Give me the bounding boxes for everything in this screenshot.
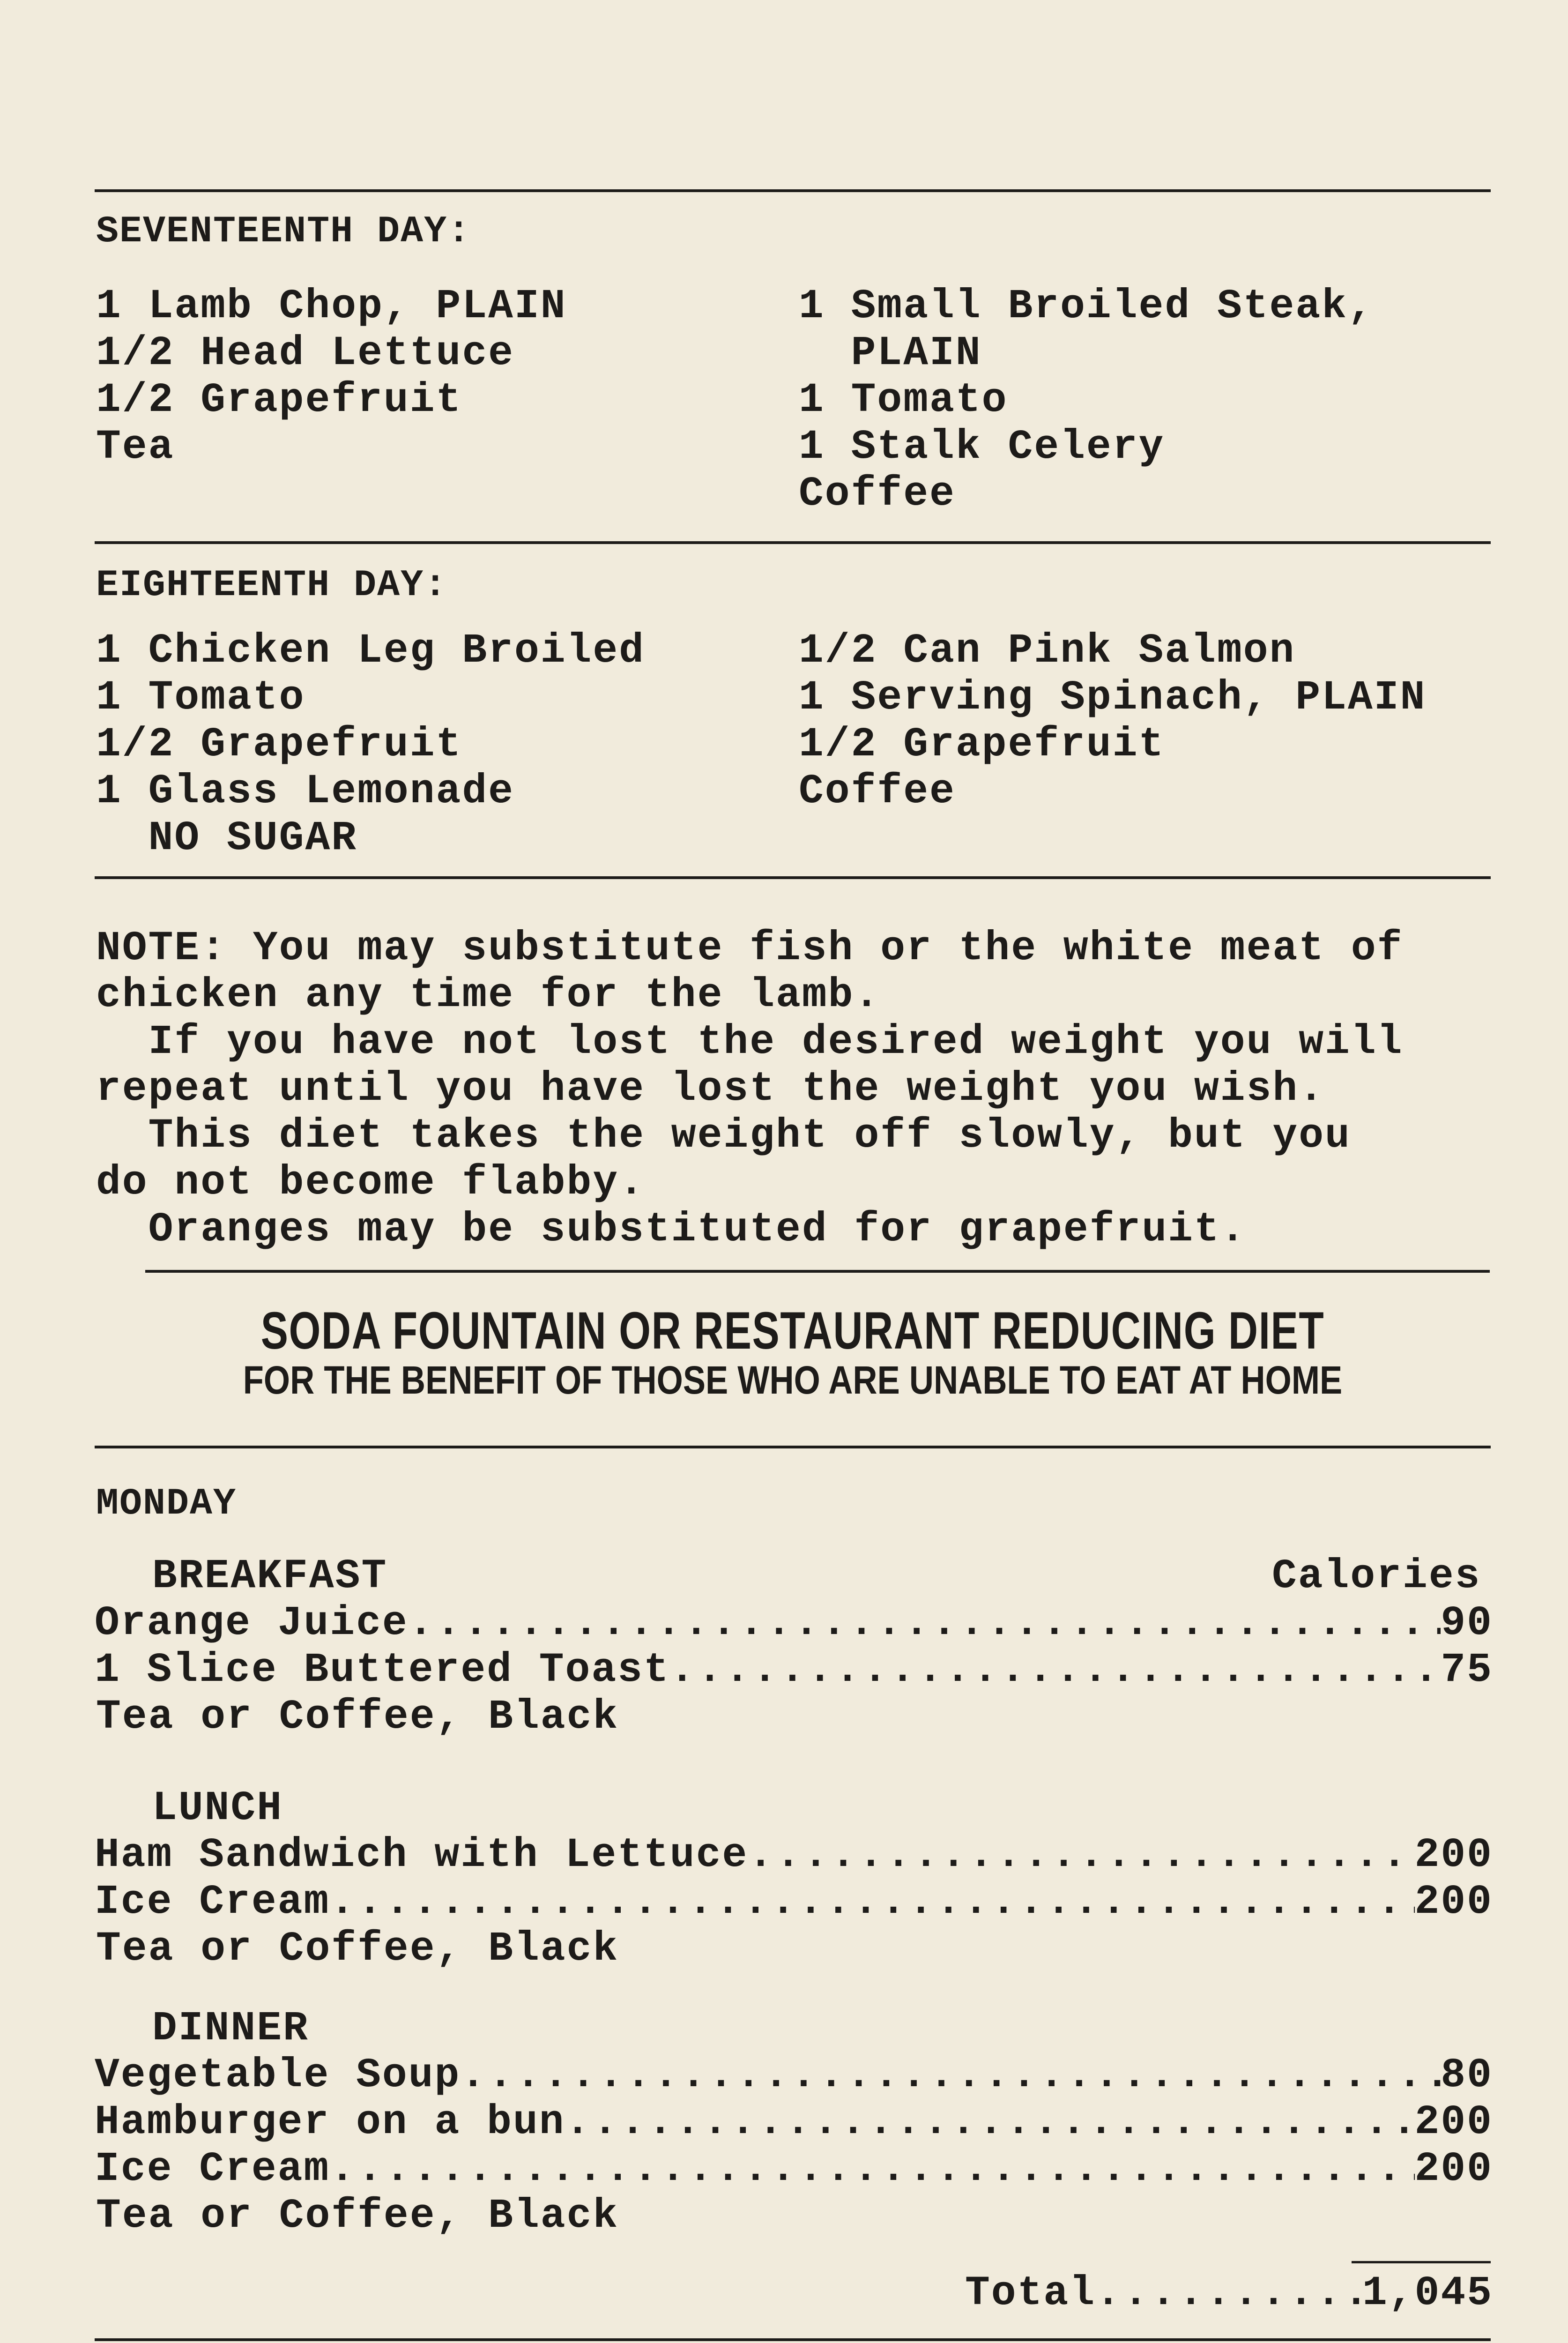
- meal-item-row: [95, 1879, 1493, 1926]
- divider: [95, 876, 1491, 879]
- meal-item-name: Vegetable Soup: [95, 2052, 461, 2099]
- total-label: Total: [965, 2270, 1096, 2317]
- meal-item-row: [95, 1832, 1493, 1879]
- day17-right-item: 1 Stalk Celery: [799, 424, 1165, 470]
- dot-leader: [1096, 2270, 1362, 2317]
- meal-item-row: [95, 2052, 1493, 2099]
- day17-left-item: 1/2 Head Lettuce: [96, 330, 514, 377]
- divider: [145, 1270, 1490, 1273]
- meal-item-name: Orange Juice: [95, 1600, 409, 1647]
- day17-left-item: 1/2 Grapefruit: [96, 377, 462, 424]
- breakfast-label: BREAKFAST: [152, 1553, 388, 1600]
- note-line: repeat until you have lost the weight you wish.: [96, 1066, 1325, 1112]
- divider: [95, 541, 1491, 544]
- beverage-line: Tea or Coffee, Black: [96, 1926, 619, 1972]
- meal-item-row: [95, 2099, 1493, 2146]
- day17-right-item: 1 Small Broiled Steak,: [799, 284, 1374, 330]
- divider: [95, 2338, 1491, 2341]
- divider: [95, 189, 1491, 192]
- dot-leader: [748, 1832, 1414, 1879]
- beverage-line: Tea or Coffee, Black: [96, 2193, 619, 2239]
- note-line: do not become flabby.: [96, 1160, 645, 1206]
- total-rule: [1352, 2261, 1491, 2263]
- beverage-line: Tea or Coffee, Black: [96, 1694, 619, 1740]
- calorie-value: 200: [1414, 1832, 1493, 1879]
- soda-fountain-title: SODA FOUNTAIN OR RESTAURANT REDUCING DIET: [260, 1301, 1325, 1360]
- soda-fountain-subtitle: FOR THE BENEFIT OF THOSE WHO ARE UNABLE TO EAT AT HOME: [243, 1358, 1343, 1402]
- dot-leader: [461, 2052, 1441, 2099]
- meal-item-name: Ham Sandwich with Lettuce: [95, 1832, 749, 1879]
- calorie-value: 200: [1414, 2146, 1493, 2193]
- calorie-value: 200: [1414, 1879, 1493, 1925]
- day18-left-item: 1 Chicken Leg Broiled: [96, 628, 645, 674]
- day17-left-item: Tea: [96, 424, 175, 470]
- meal-item-row: [95, 2146, 1493, 2193]
- day17-right-item: Coffee: [799, 471, 956, 517]
- seventeenth-day-heading: SEVENTEENTH DAY:: [96, 210, 471, 253]
- note-line: chicken any time for the lamb.: [96, 972, 881, 1019]
- day17-right-item: 1 Tomato: [799, 377, 1008, 424]
- meal-item-name: 1 Slice Buttered Toast: [95, 1647, 670, 1694]
- note-line: This diet takes the weight off slowly, but you: [96, 1113, 1351, 1159]
- eighteenth-day-heading: EIGHTEENTH DAY:: [96, 564, 448, 607]
- meal-item-name: Ice Cream: [95, 1879, 330, 1925]
- dot-leader: [670, 1647, 1441, 1694]
- day18-right-item: 1/2 Can Pink Salmon: [799, 628, 1296, 674]
- lunch-label: LUNCH: [152, 1785, 283, 1832]
- dot-leader: [409, 1600, 1441, 1647]
- day18-left-item: 1 Glass Lemonade: [96, 769, 514, 815]
- day18-right-item: 1 Serving Spinach, PLAIN: [799, 675, 1427, 721]
- total-value: 1,045: [1362, 2270, 1493, 2317]
- calories-header: Calories: [1272, 1553, 1481, 1600]
- meal-item-row: [95, 1600, 1493, 1647]
- day18-right-item: 1/2 Grapefruit: [799, 722, 1165, 768]
- monday-heading: MONDAY: [96, 1483, 237, 1525]
- calorie-value: 75: [1441, 1647, 1493, 1694]
- meal-item-name: Ice Cream: [95, 2146, 330, 2193]
- calorie-value: 90: [1441, 1600, 1493, 1647]
- day17-left-item: 1 Lamb Chop, PLAIN: [96, 284, 567, 330]
- calorie-value: 200: [1414, 2099, 1493, 2146]
- meal-item-name: Hamburger on a bun: [95, 2099, 565, 2146]
- note-line: If you have not lost the desired weight you will: [96, 1019, 1404, 1066]
- note-line: NOTE: You may substitute fish or the white meat of: [96, 925, 1404, 972]
- day18-left-item: NO SUGAR: [96, 815, 358, 862]
- calorie-value: 80: [1441, 2052, 1493, 2099]
- dinner-label: DINNER: [152, 2006, 309, 2052]
- day18-left-item: 1 Tomato: [96, 675, 305, 721]
- note-line: Oranges may be substituted for grapefruit.: [96, 1207, 1247, 1253]
- total-row: [965, 2270, 1493, 2317]
- day18-right-item: Coffee: [799, 769, 956, 815]
- dot-leader: [565, 2099, 1415, 2146]
- dot-leader: [330, 1879, 1414, 1926]
- day17-right-item: PLAIN: [799, 330, 982, 377]
- day18-left-item: 1/2 Grapefruit: [96, 722, 462, 768]
- dot-leader: [330, 2146, 1414, 2193]
- divider: [95, 1446, 1491, 1448]
- meal-item-row: [95, 1647, 1493, 1694]
